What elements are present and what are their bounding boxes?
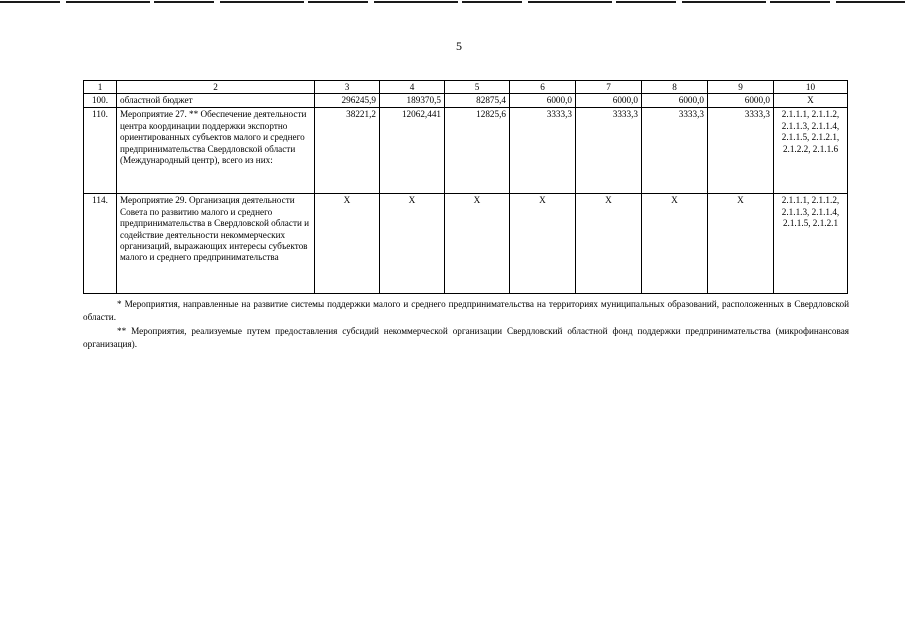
column-header-8: 8 bbox=[642, 81, 708, 94]
column-header-1: 1 bbox=[84, 81, 117, 94]
row-name: областной бюджет bbox=[117, 94, 315, 108]
cell-col7: 3333,3 bbox=[576, 108, 642, 194]
column-header-9: 9 bbox=[708, 81, 774, 94]
cell-col7: 6000,0 bbox=[576, 94, 642, 108]
column-header-6: 6 bbox=[510, 81, 576, 94]
row-number: 114. bbox=[84, 194, 117, 294]
cell-col3: 296245,9 bbox=[315, 94, 380, 108]
table-row bbox=[84, 94, 848, 108]
cell-col3: Х bbox=[315, 194, 380, 294]
column-header-2: 2 bbox=[117, 81, 315, 94]
cell-col8: 3333,3 bbox=[642, 108, 708, 194]
cell-col10: Х bbox=[774, 94, 848, 108]
table-header-row bbox=[84, 81, 848, 94]
cell-col9: 6000,0 bbox=[708, 94, 774, 108]
cell-col6: 6000,0 bbox=[510, 94, 576, 108]
row-number: 110. bbox=[84, 108, 117, 194]
footnote-single-asterisk: * Мероприятия, направленные на развитие системы поддержки малого и среднего предпринимательства на территориях муниципальных образований, расположенных в Свердловской области. bbox=[83, 299, 849, 322]
cell-col8: 6000,0 bbox=[642, 94, 708, 108]
cell-col6: 3333,3 bbox=[510, 108, 576, 194]
footnotes bbox=[83, 298, 849, 350]
footnote-double-asterisk: ** Мероприятия, реализуемые путем предоставления субсидий некоммерческой организации Свердловский областной фонд поддержки предпринимательства (микрофинансовая организация). bbox=[83, 326, 849, 349]
cell-col4: Х bbox=[380, 194, 445, 294]
cell-col3: 38221,2 bbox=[315, 108, 380, 194]
table-row bbox=[84, 194, 848, 294]
cell-col8: Х bbox=[642, 194, 708, 294]
column-header-5: 5 bbox=[445, 81, 510, 94]
cell-col9: Х bbox=[708, 194, 774, 294]
cell-col4: 12062,441 bbox=[380, 108, 445, 194]
column-header-10: 10 bbox=[774, 81, 848, 94]
scan-top-edge bbox=[0, 1, 905, 3]
cell-col7: Х bbox=[576, 194, 642, 294]
row-number: 100. bbox=[84, 94, 117, 108]
cell-col6: Х bbox=[510, 194, 576, 294]
column-header-7: 7 bbox=[576, 81, 642, 94]
cell-col4: 189370,5 bbox=[380, 94, 445, 108]
column-header-4: 4 bbox=[380, 81, 445, 94]
cell-col5: 12825,6 bbox=[445, 108, 510, 194]
cell-col9: 3333,3 bbox=[708, 108, 774, 194]
program-table bbox=[83, 80, 848, 294]
page-number: 5 bbox=[456, 39, 462, 53]
cell-col5: 82875,4 bbox=[445, 94, 510, 108]
cell-col10: 2.1.1.1, 2.1.1.2, 2.1.1.3, 2.1.1.4, 2.1.1.5, 2.1.2.1 bbox=[774, 194, 848, 294]
cell-col5: Х bbox=[445, 194, 510, 294]
column-header-3: 3 bbox=[315, 81, 380, 94]
row-name: Мероприятие 29. Организация деятельности Совета по развитию малого и среднего предпринимательства в Свердловской области и содействие деятельности некоммерческих организаций, выражающих интересы субъектов малого и среднего предпринимательства bbox=[117, 194, 315, 294]
table-row bbox=[84, 108, 848, 194]
row-name: Мероприятие 27. ** Обеспечение деятельности центра координации поддержки экспортно ориентированных субъектов малого и среднего предпринимательства Свердловской области (Международный центр), всего из них: bbox=[117, 108, 315, 194]
cell-col10: 2.1.1.1, 2.1.1.2, 2.1.1.3, 2.1.1.4, 2.1.1.5, 2.1.2.1, 2.1.2.2, 2.1.1.6 bbox=[774, 108, 848, 194]
